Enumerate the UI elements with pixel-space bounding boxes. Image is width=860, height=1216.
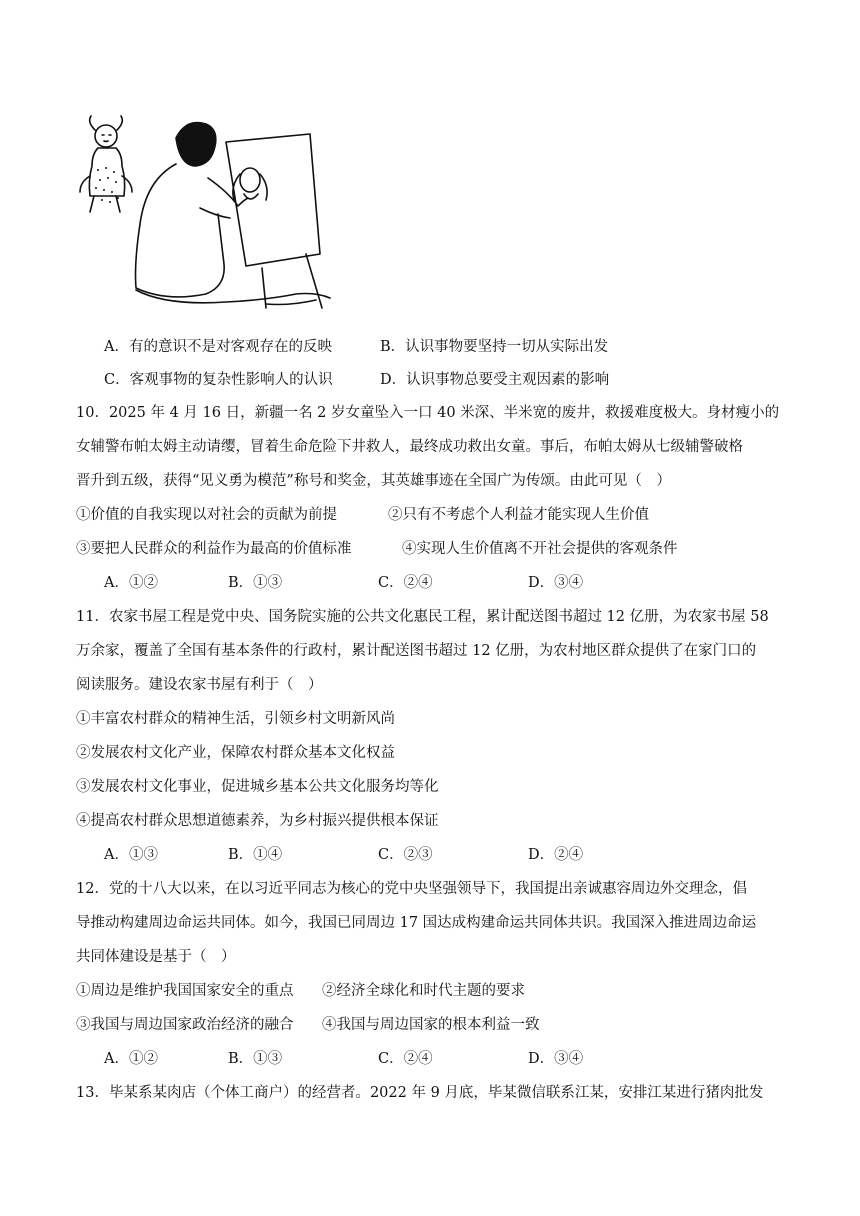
q11-stem-line-3: 阅读服务。建设农家书屋有利于（ ） [76,677,323,693]
q11-stem-line-1: 11．农家书屋工程是党中央、国务院实施的公共文化惠民工程，累计配送图书超过 12 亿册，为农家书屋 58 [76,609,769,625]
q11-stem-line-2: 万余家，覆盖了全国有基本条件的行政村，累计配送图书超过 12 亿册，为农村地区群众提供了在家门口的 [76,643,757,659]
q10-statement-1: ①价值的自我实现以对社会的贡献为前提 [76,507,337,523]
q9-option-b[interactable]: B．认识事物要坚持一切从实际出发 [380,339,609,355]
q11-statement-1: ①丰富农村群众的精神生活，引领乡村文明新风尚 [76,711,395,727]
q10-stem-line-2: 女辅警布帕太姆主动请缨，冒着生命危险下井救人，最终成功救出女童。事后，布帕太姆从七级辅警破格 [76,439,743,455]
q12-stem-line-1: 12．党的十八大以来，在以习近平同志为核心的党中央坚强领导下，我国提出亲诚惠容周边外交理念，倡 [76,881,747,897]
q13-stem-line-1: 13．毕某系某肉店（个体工商户）的经营者。2022 年 9 月底，毕某微信联系江某，安排江某进行猪肉批发 [76,1085,764,1101]
q11-option-d[interactable]: D．②④ [528,847,584,863]
q11-statement-4: ④提高农村群众思想道德素养，为乡村振兴提供根本保证 [76,813,439,829]
q10-option-d[interactable]: D．③④ [528,575,584,591]
q12-statement-2: ②经济全球化和时代主题的要求 [322,983,525,999]
q11-statement-2: ②发展农村文化产业，保障农村群众基本文化权益 [76,745,395,761]
q12-statement-3: ③我国与周边国家政治经济的融合 [76,1017,294,1033]
q10-option-a[interactable]: A．①② [104,575,158,591]
q12-option-c[interactable]: C．②④ [378,1051,433,1067]
portrait-sketch-illustration [76,108,342,320]
q11-option-a[interactable]: A．①③ [104,847,158,863]
q12-option-a[interactable]: A．①② [104,1051,158,1067]
q10-stem-line-1: 10．2025 年 4 月 16 日，新疆一名 2 岁女童坠入一口 40 米深、半米宽的废井，救援难度极大。身材瘦小的 [76,405,780,421]
q12-option-b[interactable]: B．①③ [228,1051,283,1067]
q10-stem-line-3: 晋升到五级，获得“见义勇为模范”称号和奖金，其英雄事迹在全国广为传颂。由此可见（ ） [76,473,671,489]
q10-statement-3: ③要把人民群众的利益作为最高的价值标准 [76,541,352,557]
q12-statement-4: ④我国与周边国家的根本利益一致 [322,1017,540,1033]
q10-statement-4: ④实现人生价值离不开社会提供的客观条件 [402,541,678,557]
q12-stem-line-3: 共同体建设是基于（ ） [76,949,236,965]
q11-option-c[interactable]: C．②③ [378,847,433,863]
q10-option-b[interactable]: B．①③ [228,575,283,591]
q11-option-b[interactable]: B．①④ [228,847,283,863]
q9-option-a[interactable]: A．有的意识不是对客观存在的反映 [104,339,332,355]
q12-stem-line-2: 导推动构建周边命运共同体。如今，我国已同周边 17 国达成构建命运共同体共识。我国深入推进周边命运 [76,915,757,931]
q12-statement-1: ①周边是维护我国国家安全的重点 [76,983,294,999]
q9-option-d[interactable]: D．认识事物总要受主观因素的影响 [380,372,610,388]
q10-statement-2: ②只有不考虑个人利益才能实现人生价值 [388,507,649,523]
q9-option-c[interactable]: C．客观事物的复杂性影响人的认识 [104,372,333,388]
q12-option-d[interactable]: D．③④ [528,1051,584,1067]
q11-statement-3: ③发展农村文化事业，促进城乡基本公共文化服务均等化 [76,779,439,795]
q10-option-c[interactable]: C．②④ [378,575,433,591]
